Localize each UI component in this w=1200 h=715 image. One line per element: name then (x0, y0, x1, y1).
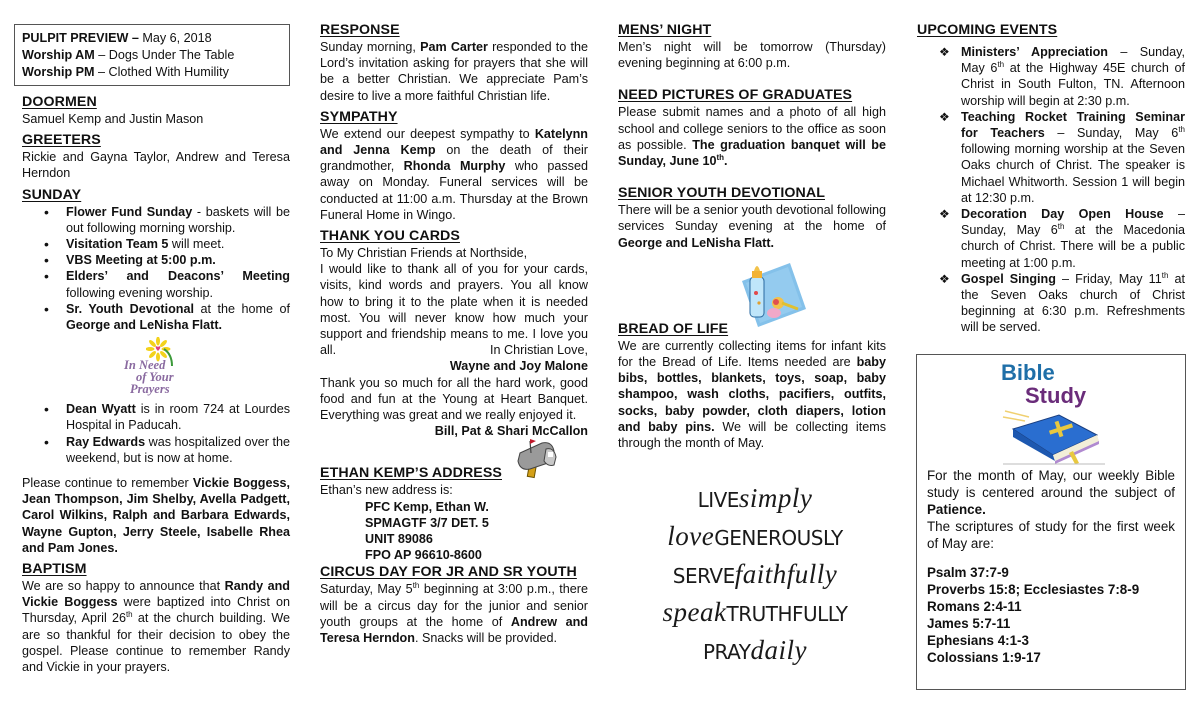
ethan-address-intro: Ethan’s new address is: (320, 483, 453, 498)
senior-youth-section (618, 185, 886, 251)
study-logo-text: Study (1025, 383, 1087, 408)
ethan-address-section (320, 465, 588, 563)
ethan-address-heading: ETHAN KEMP’S ADDRESS (320, 465, 502, 482)
mens-night-heading: MENS’ NIGHT (618, 22, 712, 38)
bible-study-logo (927, 355, 1175, 467)
baptism-heading: BAPTISM (22, 561, 87, 578)
thank-you-heading: THANK YOU CARDS (320, 228, 460, 245)
prayer-graphic-text: In Need of Your Prayers (124, 358, 174, 397)
list-item: • VBS Meeting at 5:00 p.m. (44, 252, 290, 268)
scripture-list (927, 564, 1175, 666)
thank-you-signature-1: Wayne and Joy Malone (449, 359, 588, 374)
thank-you-section (320, 228, 588, 439)
thank-you-greeting: To My Christian Friends at Northside, (320, 246, 528, 261)
circus-day-text: Saturday, May 5th beginning at 3:00 p.m., there will be a circus day for the junior and senior youth groups at the home of Andrew and Teresa Herndon. Snacks will be provided. (320, 581, 588, 646)
mailbox-icon (514, 437, 560, 479)
greeters-section (22, 132, 290, 181)
doormen-text: Samuel Kemp and Justin Mason (22, 112, 204, 126)
bread-of-life-heading: BREAD OF LIFE (618, 320, 729, 337)
mailing-address: PFC Kemp, Ethan W. SPMAGTF 3/7 DET. 5 UNIT 89086 FPO AP 96610-8600 (365, 499, 489, 563)
thank-you-closing: In Christian Love, (489, 343, 588, 358)
prayer-graphic (122, 333, 202, 401)
baptism-section (22, 561, 290, 675)
circus-day-section (320, 564, 588, 646)
list-item: • Dean Wyatt is in room 724 at Lourdes Hospital in Paducah. (44, 401, 290, 433)
thank-you-signature-2: Bill, Pat & Shari McCallon (434, 424, 588, 439)
sympathy-section (320, 109, 588, 223)
column-1 (22, 94, 290, 675)
quote-line: SERVEfaithfully (672, 559, 838, 589)
worship-pm-line: Worship PM – Clothed With Humility (22, 65, 229, 79)
bible-study-box (916, 354, 1186, 690)
thank-you-body-1: I would like to thank all of you for your cards, visits, kind words and prayers. You all know how to bring it to the plate when it is needed most. You will never know how much your support and friendship means to me. I love you all. In Christian Love, (320, 262, 588, 358)
diamond-bullet-icon: ❖ (939, 45, 950, 59)
bible-book-icon (999, 407, 1109, 465)
quote-line: LIVEsimply (697, 483, 813, 513)
column-3 (618, 22, 886, 451)
scripture-item: James 5:7-11 (927, 616, 1011, 631)
diamond-bullet-icon: ❖ (939, 271, 950, 286)
senior-youth-heading: SENIOR YOUTH DEVOTIONAL (618, 185, 825, 202)
quote-line: speakTRUTHFULLY (662, 597, 848, 627)
upcoming-events-heading: UPCOMING EVENTS (917, 22, 1058, 38)
diamond-bullet-icon: ❖ (939, 109, 950, 124)
response-section (320, 22, 588, 104)
sympathy-text: We extend our deepest sympathy to Katelynn and Jenna Kemp on the death of their grandmother, Rhonda Murphy who passed away on Monday. Funeral services will be conducted at 11:00 a.m. Thursday at the Brown Funeral Home in Wingo. (320, 126, 588, 222)
senior-youth-text: There will be a senior youth devotional following services Sunday evening at the home of George and LeNisha Flatt. (618, 203, 886, 250)
thank-you-body-2: Thank you so much for all the hard work, good food and fun at the Young at Heart Banquet. Everything was great and we really enjoyed it. (320, 375, 588, 423)
upcoming-events-list (939, 44, 1185, 336)
graduates-text: Please submit names and a photo of all high school and college seniors to the office as soon as possible. The graduation banquet will be Sunday, June 10th. (618, 105, 886, 169)
quote-line: loveGENEROUSLY (667, 521, 843, 551)
bible-study-intro: For the month of May, our weekly Bible study is centered around the subject of Patience. (927, 468, 1175, 517)
scripture-item: Psalm 37:7-9 (927, 565, 1009, 580)
list-item: • Flower Fund Sunday - baskets will be out following morning worship. (44, 204, 290, 236)
doormen-heading: DOORMEN (22, 94, 97, 110)
column-4 (917, 22, 1185, 336)
prayer-list (44, 401, 290, 466)
bible-study-scriptures-intro: The scriptures of study for the first week of May are: (927, 519, 1175, 551)
sympathy-heading: SYMPATHY (320, 108, 398, 125)
circus-day-heading: CIRCUS DAY FOR JR AND SR YOUTH (320, 564, 577, 581)
response-heading: RESPONSE (320, 22, 400, 38)
scripture-item: Colossians 1:9-17 (927, 650, 1041, 665)
list-item: • Elders’ and Deacons’ Meeting following evening worship. (44, 268, 290, 300)
scripture-item: Romans 2:4-11 (927, 599, 1022, 614)
sunday-list (44, 204, 290, 334)
mens-night-text: Men’s night will be tomorrow (Thursday) evening beginning at 6:00 p.m. (618, 40, 886, 71)
pulpit-preview-line: PULPIT PREVIEW – May 6, 2018 (22, 31, 212, 45)
remember-text: Please continue to remember Vickie Boggess, Jean Thompson, Jim Shelby, Avella Padgett, Carol Wilkins, Ralph and Barbara Edwards, Wayne Gupton, Jerry Steele, Isabelle Rhea and Pam Jones. (22, 476, 290, 555)
baptism-text: We are so happy to announce that Randy and Vickie Boggess were baptized into Christ on Thursday, April 26th at the church building. We are so thankful for their decision to obey the gospel. Please continue to remember Randy and Vickie in your prayers. (22, 579, 290, 675)
list-item: • Ray Edwards was hospitalized over the weekend, but is now at home. (44, 434, 290, 466)
worship-am-line: Worship AM – Dogs Under The Table (22, 48, 235, 62)
graduates-heading: NEED PICTURES OF GRADUATES (618, 87, 853, 104)
live-simply-quote-graphic (645, 480, 865, 670)
greeters-heading: GREETERS (22, 132, 101, 149)
greeters-text: Rickie and Gayna Taylor, Andrew and Teresa Herndon (22, 150, 290, 181)
upcoming-events-section (917, 22, 1185, 336)
doormen-section (22, 94, 290, 127)
list-item: ❖ Ministers’ Appreciation – Sunday, May 6th at the Highway 45E church of Christ in South Fulton, TN. Afternoon worship will begin at 2:30 p.m. (939, 45, 1186, 108)
scripture-item: Ephesians 4:1-3 (927, 633, 1029, 648)
sunday-section (22, 187, 290, 556)
bible-logo-text: Bible (1001, 360, 1055, 385)
diamond-bullet-icon: ❖ (939, 207, 950, 222)
bread-of-life-section (618, 321, 886, 451)
mens-night-section (618, 22, 886, 71)
response-text: Sunday morning, Pam Carter responded to the Lord’s invitation asking for prayers that she will be a better Christian. We appreciate Pam’s desire to live a more faithful Christian life. (320, 40, 588, 103)
pulpit-preview-box (14, 24, 290, 86)
baby-bottle-icon (736, 259, 808, 329)
column-2 (320, 22, 588, 646)
list-item: ❖ Gospel Singing – Friday, May 11th at the Seven Oaks church of Christ beginning at 6:30 p.m. Refreshments will be served. (939, 270, 1185, 335)
scripture-item: Proverbs 15:8; Ecclesiastes 7:8-9 (927, 582, 1140, 597)
list-item: • Sr. Youth Devotional at the home of George and LeNisha Flatt. (44, 301, 290, 333)
graduates-section (618, 87, 886, 169)
bread-of-life-text: We are currently collecting items for infant kits for the Bread of Life. Items needed are baby bibs, bottles, blankets, toys, soap, baby shampoo, wash cloths, pacifiers, outfits, socks, baby powder, cloth diapers, lotion and baby pins. We will be collecting items through the month of May. (618, 338, 886, 451)
sunday-heading: SUNDAY (22, 186, 82, 203)
list-item: • Visitation Team 5 will meet. (44, 236, 290, 252)
quote-line: PRAYdaily (703, 635, 807, 665)
list-item: ❖ Teaching Rocket Training Seminar for Teachers – Sunday, May 6th following morning worship at the Seven Oaks church of Christ. The speaker is Michael Whitworth. Session 1 will begin at 12:30 p.m. (939, 109, 1185, 205)
list-item: ❖ Decoration Day Open House – Sunday, May 6th at the Macedonia church of Christ. There will be a public meeting at 1:00 p.m. (939, 207, 1185, 270)
